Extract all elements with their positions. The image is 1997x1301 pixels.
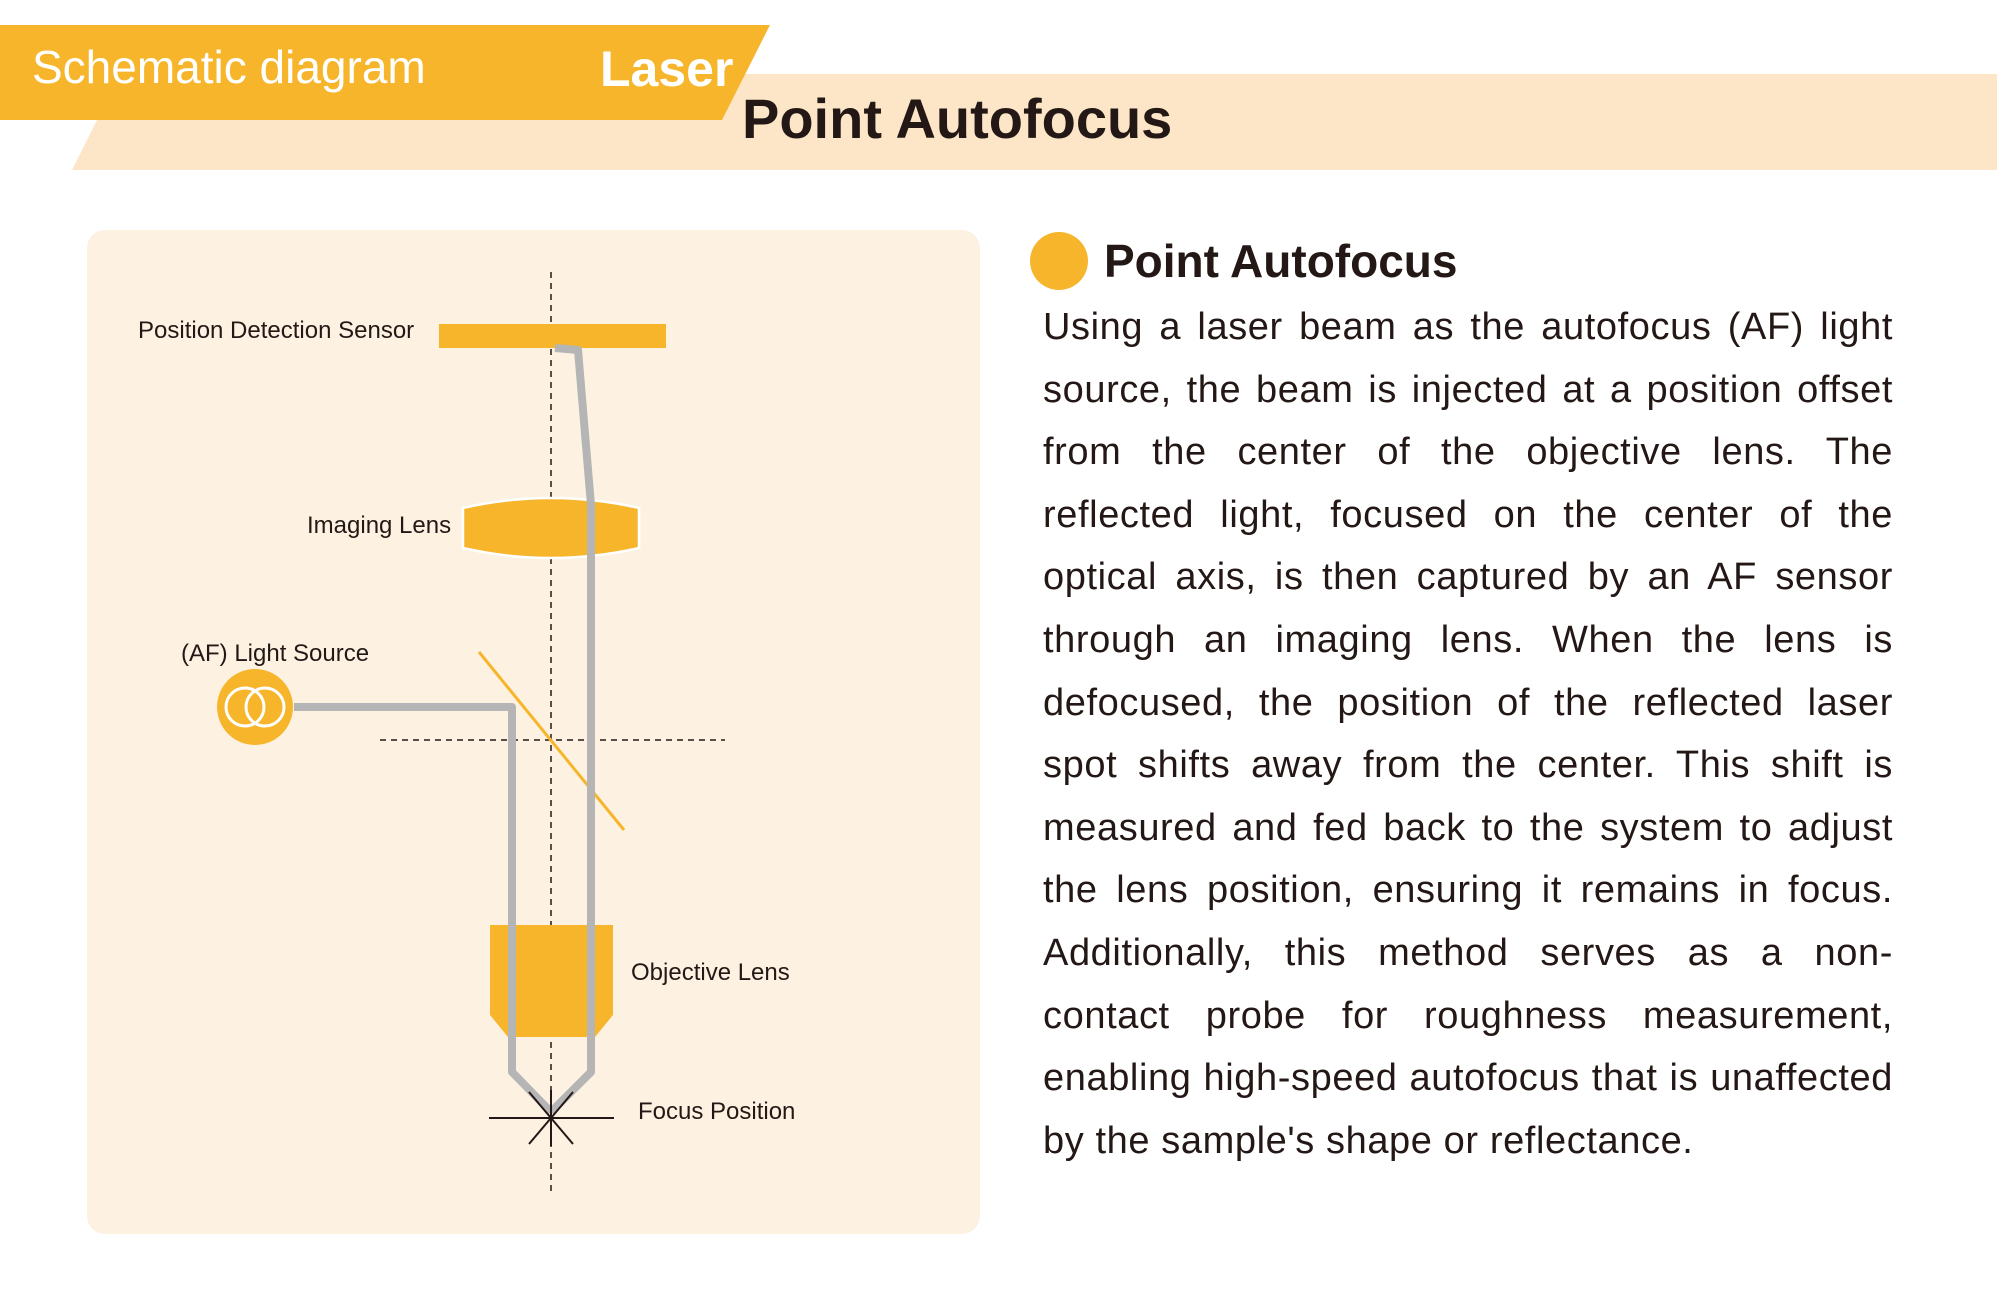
laser-category-tag: Laser [600,41,734,97]
objective-lens-label: Objective Lens [631,959,790,986]
focus-position-marker [489,1090,614,1146]
incident-beam [294,707,551,1112]
imaging-lens [463,498,639,558]
position-detection-sensor-label: Position Detection Sensor [138,317,415,344]
light-source-label: (AF) Light Source [181,640,370,667]
focus-position-label: Focus Position [638,1098,796,1125]
diagram-panel [87,230,980,1234]
section-heading: Point Autofocus [1104,235,1458,287]
light-source-icon [217,669,293,745]
position-detection-sensor [439,324,666,348]
schematic-diagram-tag: Schematic diagram [32,41,426,93]
description-text: Using a laser beam as the autofocus (AF) light source, the beam is injected at a position offset from the center of the objective lens. The reflected light, focused on the center of the optical axis, is then captured by an AF sensor through an imaging lens. When the lens is defocused, the position of the reflected laser spot shifts away from the center. This shift is measured and fed back to the system to adjust the lens position, ensuring it remains in focus. Additionally, this method serves as a non-contact probe for roughness measurement, enabling high-speed autofocus that is unaffected by the sample's shape or reflectance. [1043,306,1893,1162]
section-bullet-icon [1030,232,1088,290]
page-title: Point Autofocus [742,87,1173,150]
imaging-lens-label: Imaging Lens [307,512,452,539]
optical-schematic [87,230,980,1234]
